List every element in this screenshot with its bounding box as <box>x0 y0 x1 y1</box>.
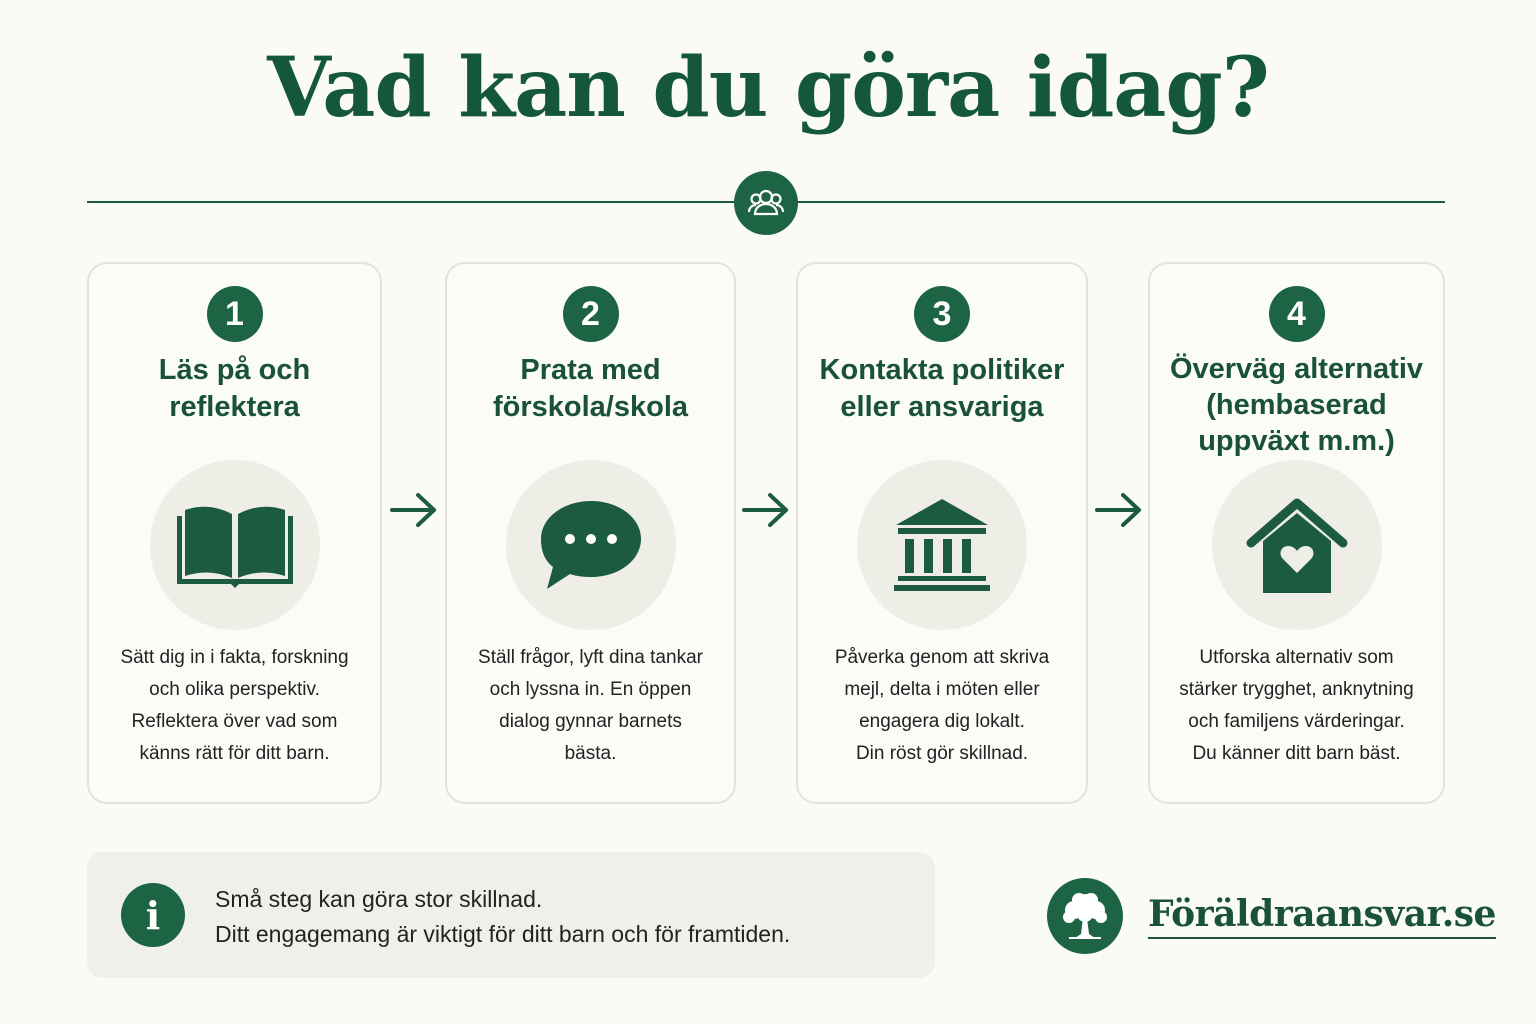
divider-line <box>797 201 1445 203</box>
arrow-right-icon <box>390 490 438 530</box>
info-box <box>87 852 935 978</box>
house-heart-icon <box>1245 493 1349 597</box>
chat-bubble-icon <box>537 497 645 593</box>
step-description: Ställ frågor, lyft dina tankar och lyssna in. En öppen dialog gynnar barnets bästa. <box>478 647 703 764</box>
step-number: 4 <box>1269 286 1325 342</box>
step-icon-circle <box>506 460 676 630</box>
page-title: Vad kan du göra idag? <box>267 40 1269 136</box>
step-icon-circle <box>150 460 320 630</box>
step-number: 1 <box>207 286 263 342</box>
step-title: Överväg alternativ (hembaserad uppväxt m.m.) <box>1169 353 1424 457</box>
step-title: Läs på och reflektera <box>158 354 311 423</box>
step-card-3 <box>796 262 1088 804</box>
people-icon <box>746 183 786 223</box>
info-text: Små steg kan göra stor skillnad. Ditt engagemang är viktigt för ditt barn och för framtiden. <box>215 886 791 947</box>
divider-line <box>87 201 735 203</box>
tree-logo-icon <box>1057 888 1113 944</box>
brand-link[interactable]: Föräldraansvar.se <box>1148 893 1496 939</box>
arrow-right-icon <box>1095 490 1143 530</box>
step-description: Sätt dig in i fakta, forskning och olika perspektiv. Reflektera över vad som känns rätt för ditt barn. <box>120 647 349 764</box>
step-card-1 <box>87 262 382 804</box>
step-description: Påverka genom att skriva mejl, delta i möten eller engagera dig lokalt. Din röst gör skillnad. <box>834 647 1050 764</box>
step-description: Utforska alternativ som stärker trygghet, anknytning och familjens värderingar. Du känner ditt barn bäst. <box>1179 647 1414 764</box>
open-book-icon <box>177 500 293 590</box>
divider-badge <box>734 171 798 235</box>
step-title: Prata med förskola/skola <box>492 354 689 423</box>
brand-logo[interactable] <box>1047 878 1123 954</box>
step-card-2 <box>445 262 736 804</box>
step-title: Kontakta politiker eller ansvariga <box>819 354 1065 423</box>
step-card-4 <box>1148 262 1445 804</box>
step-number: 3 <box>914 286 970 342</box>
step-icon-circle <box>1212 460 1382 630</box>
info-icon: i <box>121 883 185 947</box>
arrow-right-icon <box>742 490 790 530</box>
step-number: 2 <box>563 286 619 342</box>
step-icon-circle <box>857 460 1027 630</box>
government-building-icon <box>892 497 992 593</box>
